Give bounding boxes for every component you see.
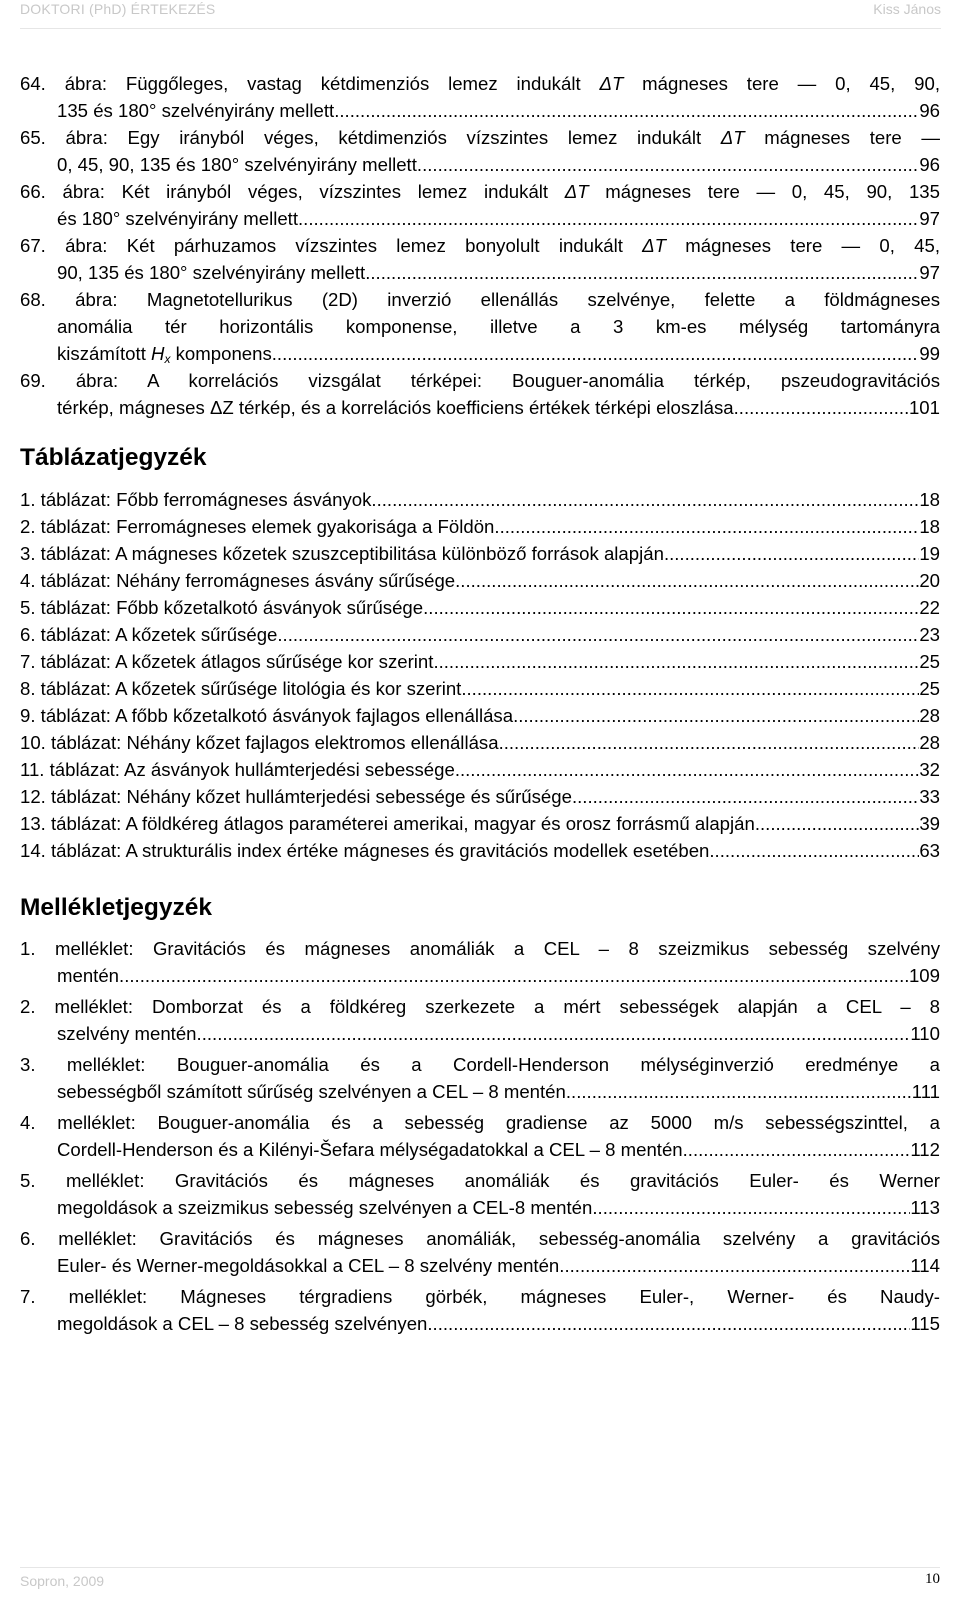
dot-leader — [119, 962, 909, 989]
footer-place-year: Sopron, 2009 — [20, 1573, 105, 1589]
toc-entry-text: 6. táblázat: A kőzetek sűrűsége — [20, 624, 278, 645]
toc-page-number: 115 — [910, 1313, 940, 1334]
toc-page-number: 99 — [919, 343, 940, 364]
figure-entry[interactable] — [20, 124, 940, 178]
dot-leader — [572, 783, 919, 810]
dot-leader — [461, 675, 919, 702]
table-entry[interactable] — [20, 783, 940, 810]
toc-line — [20, 962, 940, 989]
dot-leader — [455, 567, 919, 594]
dot-leader — [559, 1252, 910, 1279]
toc-page-number: 28 — [919, 732, 940, 753]
table-entry[interactable] — [20, 675, 940, 702]
toc-entry-text: 2. táblázat: Ferromágneses elemek gyakorisága a Földön — [20, 516, 495, 537]
toc-entry-text: és 180° szelvényirány mellett — [57, 208, 299, 229]
annex-entry[interactable] — [20, 935, 940, 989]
toc-line — [20, 567, 940, 594]
delta-t-symbol: ΔT — [599, 73, 624, 94]
toc-entry-text: 1. táblázat: Főbb ferromágneses ásványok — [20, 489, 372, 510]
toc-entry-text: 10. táblázat: Néhány kőzet fajlagos elektromos ellenállása — [20, 732, 499, 753]
toc-page-number: 18 — [919, 489, 940, 510]
toc-page-number: 101 — [908, 397, 940, 418]
delta-t-symbol: ΔT — [564, 181, 589, 202]
dot-leader — [277, 621, 919, 648]
toc-line — [20, 1020, 940, 1047]
table-entry[interactable] — [20, 810, 940, 837]
dot-leader — [566, 1078, 912, 1105]
toc-page-number: 63 — [919, 840, 940, 861]
toc-entry-text: 68. ábra: Magnetotellurikus (2D) inverzió ellenállás szelvénye, felette a földmágneses — [20, 289, 940, 310]
toc-line — [20, 621, 940, 648]
toc-page-number: 32 — [919, 759, 940, 780]
delta-t-symbol: ΔT — [720, 127, 745, 148]
table-entry[interactable] — [20, 756, 940, 783]
dot-leader — [197, 1020, 911, 1047]
toc-line — [20, 702, 940, 729]
toc-entry-text: 13. táblázat: A földkéreg átlagos paraméterei amerikai, magyar és orosz forrásmű alapján — [20, 813, 755, 834]
toc-line — [20, 756, 940, 783]
dot-leader — [365, 259, 919, 286]
toc-entry-text: 3. táblázat: A mágneses kőzetek szuszceptibilitása különböző források alapján — [20, 543, 664, 564]
toc-entry-text: 135 és 180° szelvényirány mellett — [57, 100, 335, 121]
table-entry[interactable] — [20, 702, 940, 729]
toc-page-number: 22 — [919, 597, 940, 618]
toc-line — [20, 513, 940, 540]
toc-page-number: 19 — [919, 543, 940, 564]
toc-line — [20, 151, 940, 178]
figure-entry[interactable] — [20, 70, 940, 124]
toc-entry-text: 12. táblázat: Néhány kőzet hullámterjedési sebessége és sűrűsége — [20, 786, 572, 807]
dot-leader — [371, 486, 919, 513]
tables-heading: Táblázatjegyzék — [20, 444, 207, 471]
table-entry[interactable] — [20, 621, 940, 648]
annex-entry[interactable] — [20, 1051, 940, 1105]
toc-entry-text: szelvény mentén — [57, 1023, 197, 1044]
footer-rule — [20, 1567, 940, 1568]
table-entry[interactable] — [20, 513, 940, 540]
toc-line — [20, 1310, 940, 1337]
toc-entry-text: 64. ábra: Függőleges, vastag kétdimenziós lemez indukált ΔT mágneses tere — 0, 45, 90, — [20, 73, 940, 94]
dot-leader — [433, 648, 919, 675]
toc-line — [20, 729, 940, 756]
dot-leader — [423, 594, 919, 621]
toc-line — [20, 594, 940, 621]
toc-entry-text: 7. táblázat: A kőzetek átlagos sűrűsége kor szerint — [20, 651, 434, 672]
toc-line — [20, 1194, 940, 1221]
toc-page-number: 112 — [910, 1139, 940, 1160]
dot-leader — [683, 1136, 911, 1163]
figure-entry[interactable] — [20, 232, 940, 286]
toc-entry-text: 1. melléklet: Gravitációs és mágneses anomáliák a CEL – 8 szeizmikus sebesség szelvény — [20, 938, 940, 959]
toc-page-number: 25 — [919, 678, 940, 699]
figure-entry[interactable] — [20, 178, 940, 232]
toc-entry-text: mentén — [57, 965, 120, 986]
figure-entry[interactable] — [20, 286, 940, 367]
toc-entry-text: 0, 45, 90, 135 és 180° szelvényirány mellett — [57, 154, 417, 175]
toc-entry-text: 4. melléklet: Bouguer-anomália és a sebesség gradiense az 5000 m/s sebességszinttel, a — [20, 1112, 940, 1133]
dot-leader — [499, 729, 920, 756]
header-rule — [20, 28, 941, 29]
annex-heading: Mellékletjegyzék — [20, 894, 213, 921]
toc-entry-text: 90, 135 és 180° szelvényirány mellett — [57, 262, 366, 283]
toc-line — [20, 97, 940, 124]
toc-page-number: 111 — [911, 1081, 940, 1102]
toc-page-number: 20 — [919, 570, 940, 591]
annex-list — [20, 935, 940, 1337]
toc-entry-text: 4. táblázat: Néhány ferromágneses ásvány sűrűsége — [20, 570, 456, 591]
table-list — [20, 486, 940, 864]
toc-entry-text: 14. táblázat: A strukturális index értéke mágneses és gravitációs modellek esetében — [20, 840, 710, 861]
toc-entry-text: megoldások a szeizmikus sebesség szelvényen a CEL-8 mentén — [57, 1197, 593, 1218]
table-entry[interactable] — [20, 594, 940, 621]
table-entry[interactable] — [20, 648, 940, 675]
header-title: DOKTORI (PhD) ÉRTEKEZÉS — [20, 1, 216, 17]
toc-line — [20, 259, 940, 286]
running-header — [0, 0, 960, 34]
toc-entry-text: 9. táblázat: A főbb kőzetalkotó ásványok fajlagos ellenállása — [20, 705, 514, 726]
table-entry[interactable] — [20, 540, 940, 567]
toc-page-number: 96 — [919, 100, 940, 121]
toc-page-number: 28 — [919, 705, 940, 726]
toc-entry-text: térkép, mágneses ΔZ térkép, és a korrelációs koefficiens értékek térképi eloszlása — [57, 397, 734, 418]
table-entry[interactable] — [20, 837, 940, 864]
figure-entry[interactable] — [20, 367, 940, 421]
dot-leader — [755, 810, 919, 837]
dot-leader — [427, 1310, 910, 1337]
annex-entry[interactable] — [20, 993, 940, 1047]
dot-leader — [334, 97, 919, 124]
dot-leader — [455, 756, 920, 783]
toc-line — [20, 675, 940, 702]
toc-entry-text: 5. melléklet: Gravitációs és mágneses anomáliák és gravitációs Euler- és Werner — [20, 1170, 940, 1191]
toc-line — [20, 205, 940, 232]
toc-entry-text: Euler- és Werner-megoldásokkal a CEL – 8 szelvény mentén — [57, 1255, 560, 1276]
figure-list — [20, 70, 940, 421]
toc-page-number: 25 — [919, 651, 940, 672]
toc-entry-text: 2. melléklet: Domborzat és a földkéreg szerkezete a mért sebességek alapján a CEL – 8 — [20, 996, 940, 1017]
table-entry[interactable] — [20, 729, 940, 756]
toc-entry-text: 65. ábra: Egy irányból véges, kétdimenziós vízszintes lemez indukált ΔT mágneses tere — — [20, 127, 940, 148]
dot-leader — [709, 837, 919, 864]
toc-entry-text: 7. melléklet: Mágneses térgradiens görbék, mágneses Euler-, Werner- és Naudy- — [20, 1286, 940, 1307]
toc-line — [20, 810, 940, 837]
toc-line — [20, 1252, 940, 1279]
toc-line — [20, 486, 940, 513]
toc-entry-text: Cordell-Henderson és a Kilényi-Šefara mélységadatokkal a CEL – 8 mentén — [57, 1139, 683, 1160]
table-entry[interactable] — [20, 486, 940, 513]
page-body — [20, 70, 940, 1341]
toc-line — [20, 837, 940, 864]
toc-page-number: 97 — [919, 262, 940, 283]
toc-entry-text: 8. táblázat: A kőzetek sűrűsége litológia és kor szerint — [20, 678, 462, 699]
header-author: Kiss János — [873, 1, 941, 17]
toc-page-number: 113 — [910, 1197, 940, 1218]
toc-entry-text: 5. táblázat: Főbb kőzetalkotó ásványok sűrűsége — [20, 597, 424, 618]
annex-entry[interactable] — [20, 1225, 940, 1279]
toc-entry-text: kiszámított $H_x$ komponens — [57, 343, 272, 366]
toc-page-number: 114 — [910, 1255, 940, 1276]
toc-entry-text: anomália tér horizontális komponense, illetve a 3 km-es mélység tartományra — [57, 316, 940, 337]
toc-entry-text: 67. ábra: Két párhuzamos vízszintes lemez bonyolult indukált ΔT mágneses tere — 0, 45, — [20, 235, 940, 256]
dot-leader — [513, 702, 919, 729]
toc-line — [20, 648, 940, 675]
delta-t-symbol: ΔT — [642, 235, 666, 256]
toc-line — [20, 394, 940, 421]
toc-page-number: 109 — [908, 965, 940, 986]
toc-entry-text: 66. ábra: Két irányból véges, vízszintes lemez indukált ΔT mágneses tere — 0, 45, 90, 135 — [20, 181, 940, 202]
h-symbol: H — [151, 343, 165, 364]
table-entry[interactable] — [20, 567, 940, 594]
toc-page-number: 39 — [919, 813, 940, 834]
annex-entry[interactable] — [20, 1283, 940, 1337]
toc-line — [20, 1078, 940, 1105]
toc-page-number: 23 — [919, 624, 940, 645]
page-footer — [20, 1571, 940, 1595]
toc-line — [20, 340, 940, 367]
dot-leader — [592, 1194, 910, 1221]
annex-entry[interactable] — [20, 1109, 940, 1163]
x-subscript: x — [164, 352, 171, 366]
toc-entry-text: megoldások a CEL – 8 sebesség szelvényen — [57, 1313, 428, 1334]
toc-line — [20, 1136, 940, 1163]
dot-leader — [664, 540, 919, 567]
toc-entry-text: 3. melléklet: Bouguer-anomália és a Cordell-Henderson mélységinverzió eredménye a — [20, 1054, 940, 1075]
toc-page-number: 110 — [910, 1023, 940, 1044]
dot-leader — [417, 151, 919, 178]
toc-entry-text: 6. melléklet: Gravitációs és mágneses anomáliák, sebesség-anomália szelvény a gravitációs — [20, 1228, 940, 1249]
toc-page-number: 33 — [919, 786, 940, 807]
toc-entry-text: sebességből számított sűrűség szelvényen a CEL – 8 mentén — [57, 1081, 566, 1102]
toc-line — [20, 783, 940, 810]
toc-page-number: 97 — [919, 208, 940, 229]
dot-leader — [298, 205, 919, 232]
toc-page-number: 18 — [919, 516, 940, 537]
toc-line — [20, 540, 940, 567]
toc-entry-text: 11. táblázat: Az ásványok hullámterjedési sebessége — [20, 759, 455, 780]
dot-leader — [272, 340, 920, 367]
dot-leader — [734, 394, 909, 421]
page-number: 10 — [925, 1571, 940, 1587]
toc-entry-text: 69. ábra: A korrelációs vizsgálat térképei: Bouguer-anomália térkép, pszeudogravitációs — [20, 370, 940, 391]
annex-entry[interactable] — [20, 1167, 940, 1221]
dot-leader — [494, 513, 919, 540]
toc-page-number: 96 — [919, 154, 940, 175]
